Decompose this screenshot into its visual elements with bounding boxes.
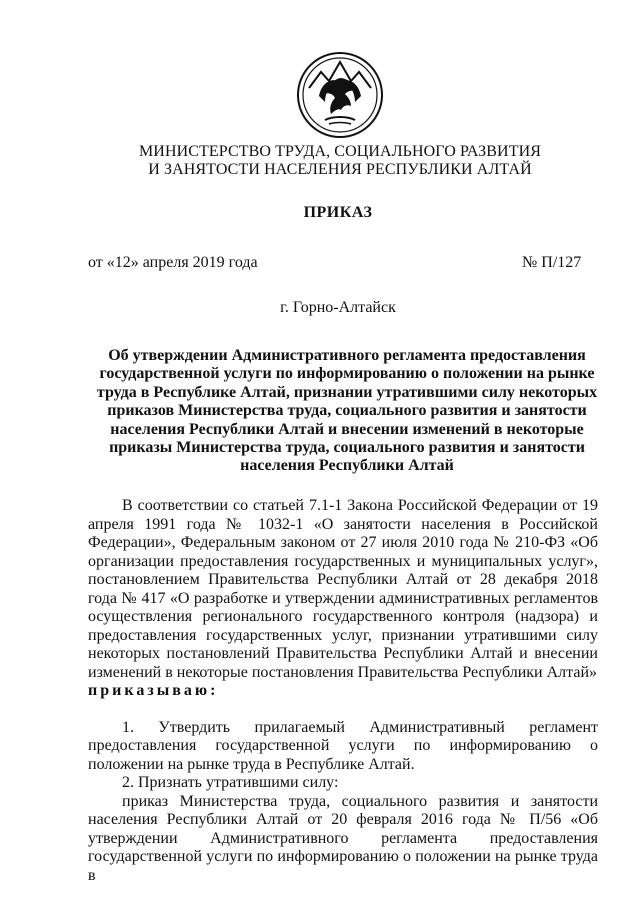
item-2-paragraph: 2. Признать утратившими силу: <box>122 774 339 791</box>
preamble-paragraph: В соответствии со статьей 7.1-1 Закона Российской Федерации от 19 апреля 1991 года № 1032-1 «О занятости населения в Российской Федерации», Федеральным законом от 27 июля 2010 года № 210-ФЗ «Об организации предоставления государственных и муниципальных услуг», постановлением Правительства Республики Алтай от 28 декабря 2018 года № 417 «О разработке и утверждении административных регламентов осуществления регионального государственного контроля (надзора) и предоставления государственных услуг, признании утратившими силу некоторых постановлений Правительства Республики Алтай и внесении изменений в некоторые постановления Правительства Республики Алтай» <box>88 497 598 681</box>
item-2-sub-paragraph: приказ Министерства труда, социального развития и занятости населения Республики Алтай от 20 февраля 2016 года № П/56 «Об утверждении Административного регламента предоставления государственной услуги по информированию о положении на рынке труда в <box>88 792 598 884</box>
order-city: г. Горно-Алтайск <box>280 299 396 316</box>
order-number: № П/127 <box>522 254 582 271</box>
document-title: ПРИКАЗ <box>303 204 373 221</box>
order-date: от «12» апреля 2019 года <box>88 254 258 271</box>
ministry-header <box>0 143 640 179</box>
ministry-header-line-1: МИНИСТЕРСТВО ТРУДА, СОЦИАЛЬНОГО РАЗВИТИЯ <box>138 143 542 160</box>
order-body <box>88 497 598 885</box>
coat-of-arms-icon <box>295 50 385 140</box>
decree-line <box>88 682 598 701</box>
item-1-paragraph: 1. Утвердить прилагаемый Административный регламент предоставления государственной услуги по информированию о положении на рынке труда в Республике Алтай. <box>88 718 598 773</box>
decree-word: приказываю: <box>88 682 219 699</box>
ministry-header-line-2: И ЗАНЯТОСТИ НАСЕЛЕНИЯ РЕСПУБЛИКИ АЛТАЙ <box>148 161 532 178</box>
order-subject: Об утверждении Административного регламента предоставления государственной услуги по информированию о положении на рынке труда в Республике Алтай, признании утратившими силу некоторых приказов Министерства труда, социального развития и занятости населения Республики Алтай и внесении изменений в некоторые приказы Министерства труда, социального развития и занятости населения Республики Алтай <box>96 347 598 475</box>
